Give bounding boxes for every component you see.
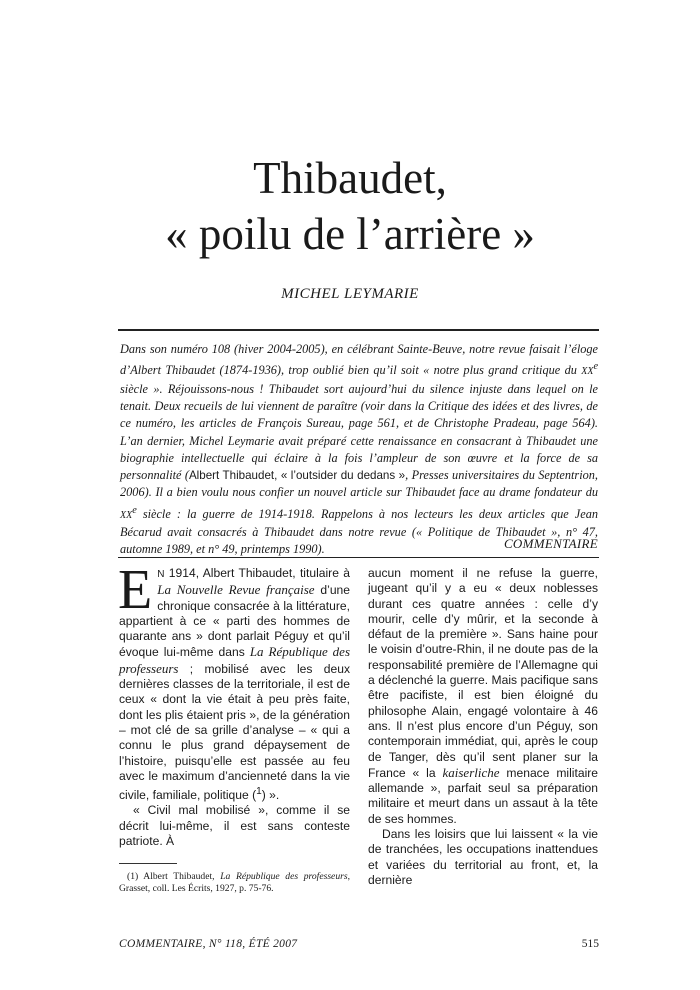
journal-title-nrf: La Nouvelle Revue française [157, 582, 315, 598]
intro-century-1: XX [581, 366, 594, 378]
footnote-reference[interactable]: 1 [256, 786, 262, 798]
left-column [118, 559, 350, 895]
word-kaiserliche: kaiserliche [442, 764, 500, 780]
intro-book-title: Albert Thibaudet, « l’outsider du dedans » [188, 469, 406, 483]
intro-text-2: siècle ». Réjouissons-nous ! Thibaudet sort aujourd’hui du silence injuste dans lequel on le tenait. Deux recueils de lui viennent de paraître (voir dans la Critique des idées et des livres, de ce numéro, les articles de François Sureau, page 561, et de Christophe Pradeau, page 564). L’an dernier, Michel Leymarie avait préparé cette renaissance en consacrant à Thibaudet une biographie intellectuelle qui éclaire à la fois l’ampleur de son œuvre et la force de sa personnalité ( [120, 381, 598, 483]
intro-text-1: Dans son numéro 108 (hiver 2004-2005), en célébrant Sainte-Beuve, notre revue faisait l’éloge d’Albert Thibaudet (1874-1936), trop oublié bien qu’il soit « notre plus grand critique du [120, 342, 598, 378]
page-number: 515 [581, 938, 599, 950]
body-paragraph-4: Dans les loisirs que lui laissent « la vie de tranchées, les occupations inattendues et variées du territorial au front, et, la dernière [368, 827, 598, 887]
article-title [0, 150, 700, 262]
body-paragraph-3 [368, 566, 598, 827]
intro-century-2-sup: e [132, 504, 137, 516]
title-line-2: « poilu de l’arrière » [165, 209, 535, 259]
journal-footer: COMMENTAIRE, N° 118, ÉTÉ 2007 [119, 938, 298, 950]
footnote-text-2: , Grasset, coll. Les Écrits, 1927, p. 75-76. [119, 871, 350, 895]
intro-century-2: XX [120, 509, 133, 521]
editorial-signature: COMMENTAIRE [503, 536, 598, 551]
book-title-republique: La République des professeurs [119, 644, 350, 676]
title-line-1: Thibaudet, [253, 153, 447, 203]
intro-century-1-sup: e [593, 361, 598, 373]
intro-text-4: siècle : la guerre de 1914-1918. Rappelons à nos lecteurs les deux articles que Jean Bécarud avait consacrés à Thibaudet dans notre revue (« Politique de Thibaudet », n° 47, automne 1989, et n° 49, printemps 1990). [120, 506, 598, 557]
top-rule [118, 329, 599, 331]
footnote-number: (1) [127, 871, 139, 883]
drop-cap: E [118, 559, 153, 621]
first-word-smallcaps: N [157, 569, 165, 580]
footnote-book-title: La République des professeurs [220, 871, 348, 883]
footnote-text-1: Albert Thibaudet, [138, 871, 221, 883]
body-paragraph-2: « Civil mal mobilisé », comme il se décrit lui-même, il est sans conteste patriote. À [119, 803, 350, 849]
right-column [368, 566, 598, 888]
footnote-1 [119, 871, 350, 895]
body-paragraph-1 [118, 559, 350, 803]
body-text-5: menace militaire allemande », parfait seul sa préparation militaire et meurt dans un assaut à la tête de ses hommes. [368, 765, 599, 826]
body-text-4: aucun moment il ne refuse la guerre, jugeant qu’il y a eu « deux noblesses durant ces quatre années : celle d’y mourir, celle d’y mûrir, et la seconde à défaut de la première ». Sans haine pour le voisin d’outre-Rhin, il ne doute pas de la responsabilité première de l’Allemagne qui a déclenché la guerre. Mais pacifique sans être pacifiste, il est bien éloigné du philosophe Alain, engagé volontaire à 46 ans. Il n’est plus encore d’un Péguy, son contemporain immédiat, qui, après le coup de Tanger, dès qu’il sent planer sur la France « la [368, 566, 598, 780]
body-text-3: ; mobilisé avec les deux dernières classes de la territoriale, il est de ceux « dont la vie était à peu près faite, dont les plis étaient pris », de la génération – mot clé de sa grille d’analyse – « qui a connu le plus grand dépaysement de l’histoire, puisqu’elle est passée au feu avec le maximum d’ancienneté dans la vie civile, familiale, politique ( [119, 661, 350, 803]
editorial-introduction [120, 341, 598, 559]
body-text-2: d’une chronique consacrée à la littérature, appartient à ce « parti des hommes de quarante ans » dont parlait Péguy et qu’il évoque lui-même dans [119, 583, 350, 660]
body-text-3-end: ) ». [261, 788, 280, 803]
author-name: MICHEL LEYMARIE [281, 286, 419, 302]
middle-rule [118, 557, 599, 558]
intro-text-3: , Presses universitaires du Septentrion, 2006). Il a bien voulu nous confier un nouvel article sur Thibaudet face au drame fondateur du [120, 468, 599, 500]
body-text-1: 1914, Albert Thibaudet, titulaire à [164, 566, 350, 580]
footnote-rule [119, 863, 177, 864]
